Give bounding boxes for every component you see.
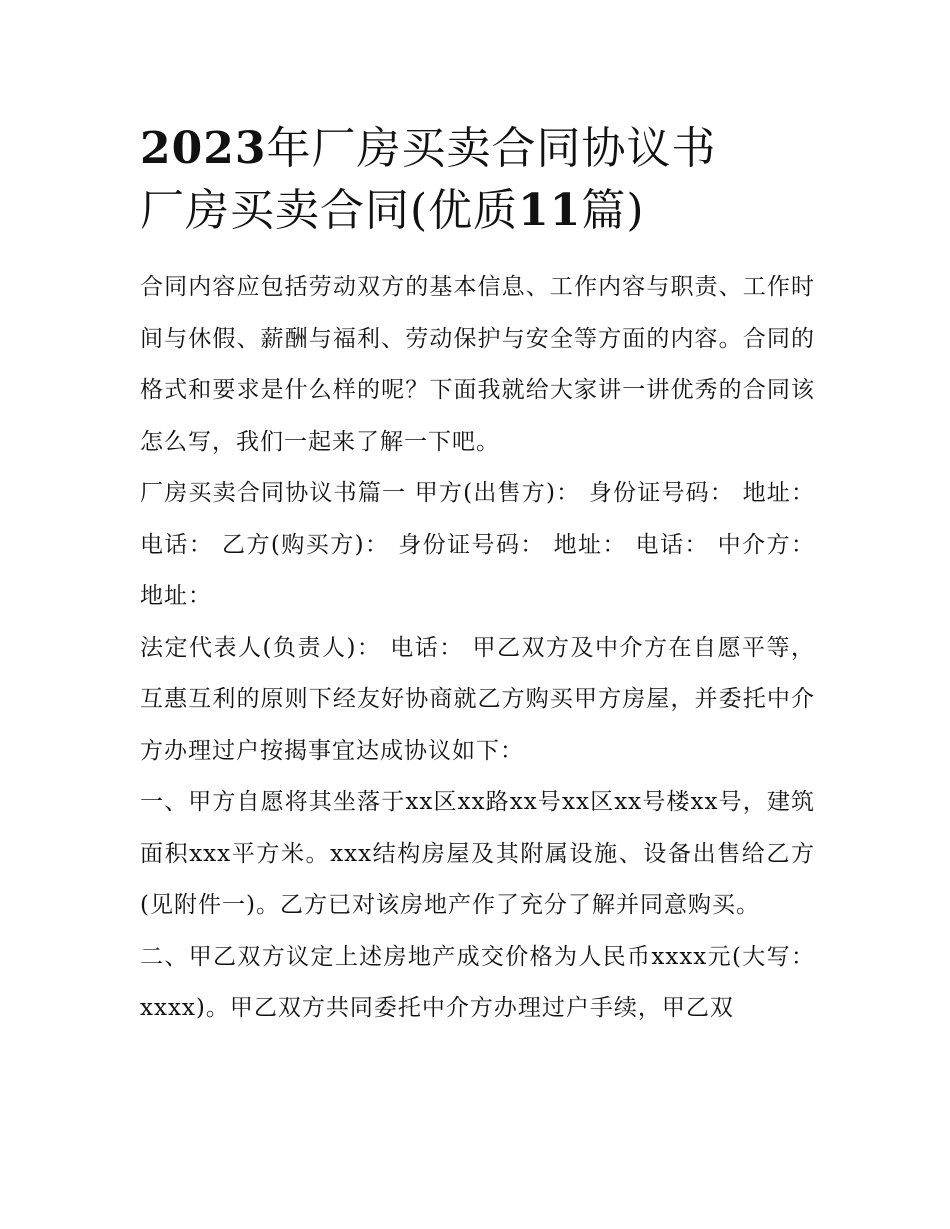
title-line-1-text: 年厂房买卖合同协议书 (266, 123, 717, 174)
intro-paragraph: 合同内容应包括劳动双方的基本信息、工作内容与职责、工作时间与休假、薪酬与福利、劳动保护与安全等方面的内容。合同的格式和要求是什么样的呢？下面我就给大家讲一讲优秀的合同该怎么写，我们一起来了解一下吧。 (140, 274, 815, 455)
representative-paragraph: 法定代表人(负责人)： 电话： 甲乙双方及中介方在自愿平等，互惠互利的原则下经友好协商就乙方购买甲方房屋，并委托中介方办理过户按揭事宜达成协议如下： (140, 634, 815, 764)
document-body (140, 262, 815, 1035)
title-line-1 (140, 118, 815, 180)
clause-2-paragraph: 二、甲乙双方议定上述房地产成交价格为人民币xxxx元(大写：xxxx)。甲乙双方共同委托中介方办理过户手续，甲乙双 (140, 943, 815, 1021)
document-title (140, 118, 815, 242)
parties-paragraph: 厂房买卖合同协议书篇一 甲方(出售方)： 身份证号码： 地址： 电话： 乙方(购买方)： 身份证号码： 地址： 电话： 中介方： 地址： (140, 480, 815, 609)
title-year: 2023 (140, 123, 267, 174)
title-line-2-text-a: 厂房买卖合同(优质 (140, 185, 519, 236)
title-line-2 (140, 180, 815, 242)
title-line-2-text-b: 篇) (581, 185, 645, 236)
clause-1-paragraph: 一、甲方自愿将其坐落于xx区xx路xx号xx区xx号楼xx号，建筑面积xxx平方米。xxx结构房屋及其附属设施、设备出售给乙方(见附件一)。乙方已对该房地产作了充分了解并同意购买。 (140, 789, 815, 918)
title-count: 11 (518, 185, 582, 236)
document-content (140, 118, 815, 1035)
